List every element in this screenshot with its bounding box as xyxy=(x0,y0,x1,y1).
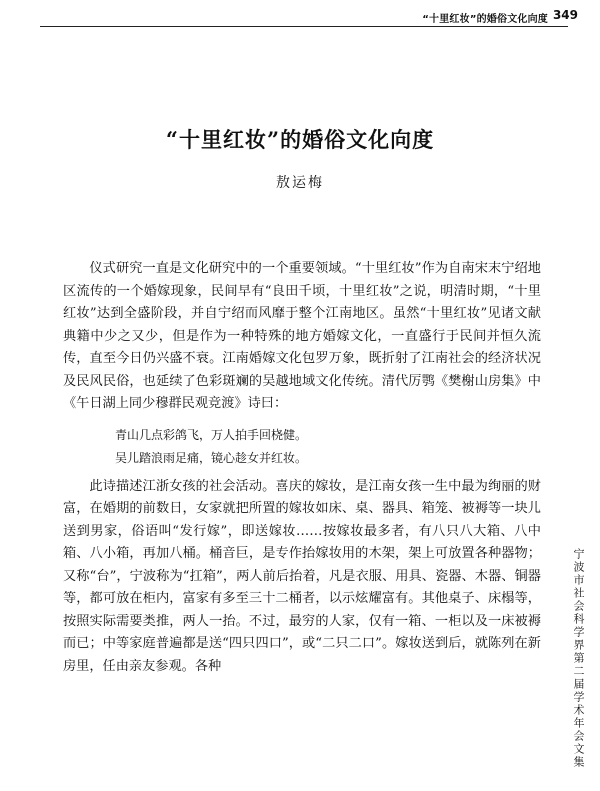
paragraph-1: 仪式研究一直是文化研究中的一个重要领域。“十里红妆”作为自南宋末宁绍地区流传的一个婚嫁现象，民间早有“良田千顷，十里红妆”之说，明清时期，“十里红妆”达到全盛阶段，并自宁绍而风靡于整个江南地区。虽然“十里红妆”见诸文献典籍中少之又少，但是作为一种特殊的地方婚嫁文化，一直盛行于民间并恒久流传，直至今日仍兴盛不衰。江南婚嫁文化包罗万象，既折射了江南社会的经济状况及民风民俗，也延续了色彩斑斓的吴越地域文化传统。清代厉鹗《樊榭山房集》中《午日湖上同少穆群民观竞渡》诗曰： xyxy=(63,261,541,411)
article-body xyxy=(63,258,541,678)
poem-line-1: 青山几点彩鸽飞，万人拍手回桡健。 xyxy=(115,427,308,442)
article-title: “十里红妆”的婚俗文化向度 xyxy=(165,127,435,152)
side-note-vertical: 宁波市社会科学界第二届学术年会文集 xyxy=(572,548,585,769)
header-rule xyxy=(40,26,568,27)
poem-quote xyxy=(63,424,541,470)
page-number: 349 xyxy=(552,8,578,22)
running-head-title: “十里红妆”的婚俗文化向度 xyxy=(422,14,548,25)
article-author: 敖运梅 xyxy=(276,175,324,191)
paragraph-2: 此诗描述江浙女孩的社会活动。喜庆的嫁妆，是江南女孩一生中最为绚丽的财富，在婚期的前数日，女家就把所置的嫁妆如床、桌、器具、箱笼、被褥等一块儿送到男家，俗语叫“发行嫁”，即送嫁妆……按嫁妆最多者，有八只八大箱、八中箱、八小箱，再加八桶。桶音巨，是专作抬嫁妆用的木架，架上可放置各种器物；又称“台”，宁波称为“扛箱”，两人前后抬着，凡是衣服、用具、瓷器、木器、铜器等，都可放在柜内，富家有多至三十二桶者，以示炫耀富有。其他桌子、床榻等，按照实际需要类推，两人一抬。不过，最穷的人家，仅有一箱、一柜以及一床被褥而已；中等家庭普遍都是送“四只四口”，或“二只二口”。嫁妆送到后，就陈列在新房里，任由亲友参观。各种 xyxy=(63,478,541,674)
poem-line-2: 吴儿踏浪雨足痛，镜心趁女并红妆。 xyxy=(115,450,308,465)
